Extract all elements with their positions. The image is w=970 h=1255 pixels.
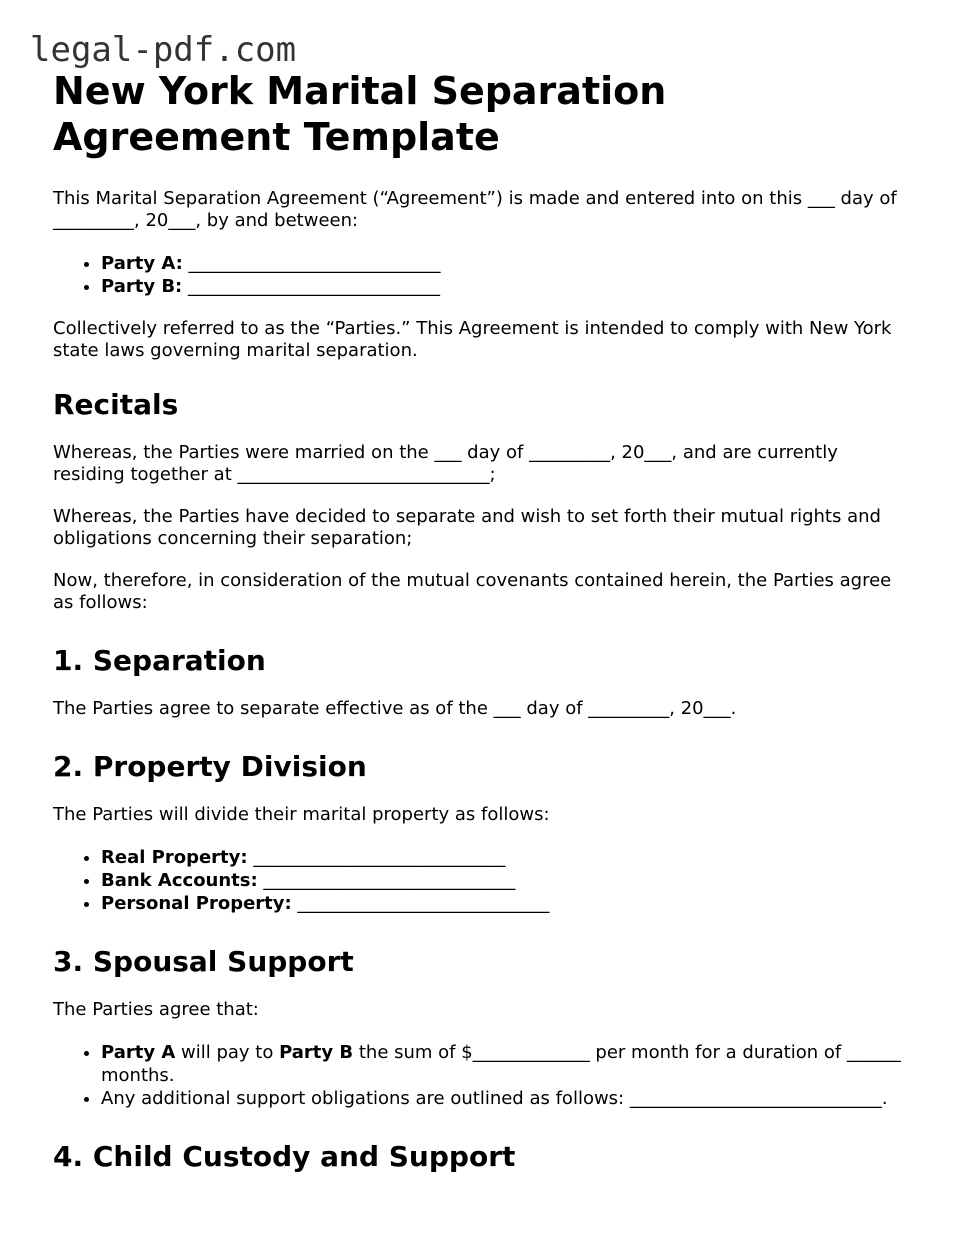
- party-a-ref: Party A: [101, 1042, 176, 1063]
- property-list: [53, 846, 913, 915]
- recital-paragraph: Now, therefore, in consideration of the mutual covenants contained herein, the Parties agree as follows:: [53, 570, 892, 613]
- document-body: [53, 68, 913, 1194]
- recital-paragraph: Whereas, the Parties were married on the ___ day of _________, 20___, and are currently residing together at ____________________________;: [53, 442, 838, 485]
- list-item: [101, 1087, 913, 1110]
- party-a-blank: ____________________________: [182, 253, 441, 274]
- bank-accounts-label: Bank Accounts:: [101, 870, 258, 891]
- watermark: legal-pdf.com: [30, 30, 297, 70]
- support-intro: The Parties agree that:: [53, 999, 259, 1020]
- intro-paragraph: This Marital Separation Agreement (“Agreement”) is made and entered into on this ___ day of _________, 20___, by and between:: [53, 188, 897, 231]
- list-item: [101, 869, 913, 892]
- real-property-label: Real Property:: [101, 847, 248, 868]
- list-item: [101, 275, 913, 298]
- additional-support-text: Any additional support obligations are outlined as follows: ____________________________.: [101, 1088, 888, 1109]
- party-b-ref: Party B: [279, 1042, 354, 1063]
- recital-paragraph: Whereas, the Parties have decided to separate and wish to set forth their mutual rights and obligations concerning their separation;: [53, 506, 881, 549]
- spousal-support-heading: 3. Spousal Support: [53, 945, 354, 978]
- support-list: [53, 1041, 913, 1110]
- parties-list: [53, 252, 913, 298]
- property-intro: The Parties will divide their marital property as follows:: [53, 804, 550, 825]
- recitals-heading: Recitals: [53, 388, 179, 421]
- support-text-mid: will pay to: [175, 1042, 280, 1063]
- collective-paragraph: Collectively referred to as the “Parties.” This Agreement is intended to comply with New York state laws governing marital separation.: [53, 318, 892, 361]
- list-item: [101, 846, 913, 869]
- property-heading: 2. Property Division: [53, 750, 367, 783]
- real-property-blank: ____________________________: [247, 847, 506, 868]
- separation-paragraph: The Parties agree to separate effective as of the ___ day of _________, 20___.: [53, 698, 737, 719]
- document-title: New York Marital Separation Agreement Template: [53, 69, 667, 159]
- bank-accounts-blank: ____________________________: [257, 870, 516, 891]
- party-b-label: Party B:: [101, 276, 183, 297]
- party-a-label: Party A:: [101, 253, 183, 274]
- list-item: [101, 1041, 913, 1087]
- personal-property-label: Personal Property:: [101, 893, 292, 914]
- party-b-blank: ____________________________: [182, 276, 440, 297]
- separation-heading: 1. Separation: [53, 644, 266, 677]
- list-item: [101, 892, 913, 915]
- child-custody-heading: 4. Child Custody and Support: [53, 1140, 516, 1173]
- personal-property-blank: ____________________________: [291, 893, 550, 914]
- support-text-rest: the sum of $_____________ per month for a duration of ______ months.: [101, 1042, 901, 1086]
- list-item: [101, 252, 913, 275]
